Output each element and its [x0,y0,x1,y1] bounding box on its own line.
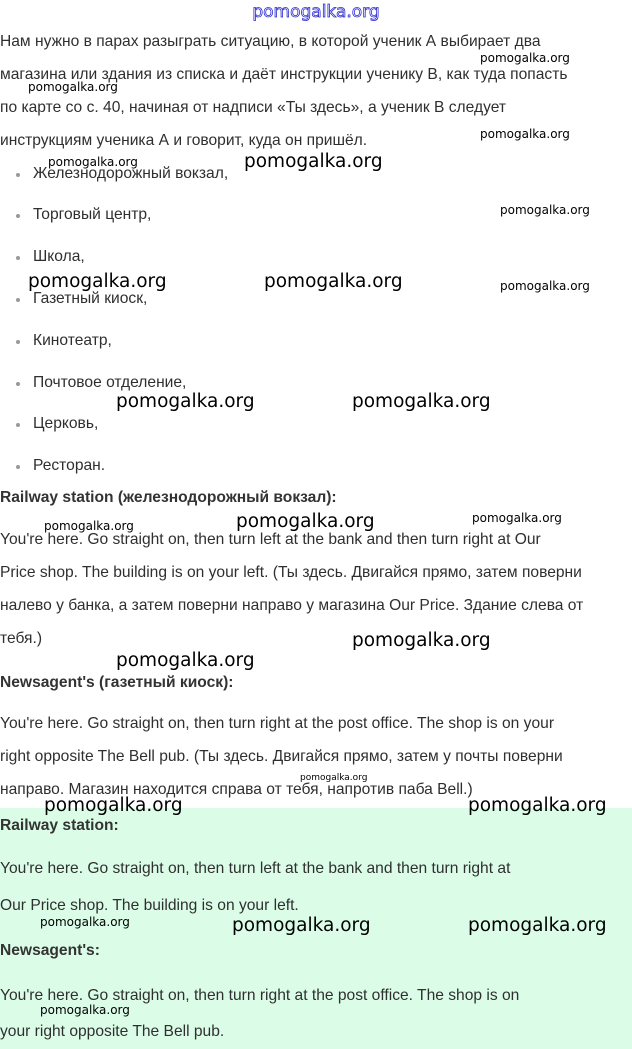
bullet [16,214,20,218]
bullet [16,465,20,469]
list-item: Почтовое отделение, [33,374,187,391]
bullet [16,382,20,386]
bullet [16,256,20,260]
bullet [16,173,20,177]
newsagent-line: right opposite The Bell pub. (Ты здесь. Двигайся прямо, затем у почты поверни [0,748,563,765]
railway-line: налево у банка, а затем поверни направо у магазина Our Price. Здание слева от [0,597,584,614]
watermark: pomogalka.org [28,80,118,94]
railway-line: тебя.) [0,630,43,647]
railway-line: Price shop. The building is on your left. (Ты здесь. Двигайся прямо, затем поверни [0,564,582,581]
watermark: pomogalka.org [500,279,590,293]
railway-line: You're here. Go straight on, then turn left at the bank and then turn right at Our [0,531,541,548]
list-item: Газетный киоск, [33,290,148,307]
newsagent-heading: Newsagent's (газетный киоск): [0,674,234,691]
watermark: pomogalka.org [28,271,167,292]
list-item: Ресторан. [33,457,106,474]
watermark: pomogalka.org [352,630,491,651]
answer-newsagent-line: You're here. Go straight on, then turn right at the post office. The shop is on [0,987,520,1004]
answer-railway-line: Our Price shop. The building is on your left. [0,897,299,914]
watermark: pomogalka.org [232,915,371,936]
intro-line: магазина или здания из списка и даёт инструкции ученику В, как туда попасть [0,66,568,83]
watermark: pomogalka.org [236,511,375,532]
watermark: pomogalka.org [116,391,255,412]
watermark: pomogalka.org [480,127,570,141]
answer-railway-line: You're here. Go straight on, then turn left at the bank and then turn right at [0,860,511,877]
watermark: pomogalka.org [44,795,183,816]
bullet [16,423,20,427]
bullet [16,298,20,302]
watermark: pomogalka.org [116,650,255,671]
watermark: pomogalka.org [472,511,562,525]
answer-railway-heading: Railway station: [0,817,119,834]
answer-newsagent-line: your right opposite The Bell pub. [0,1023,225,1040]
watermark: pomogalka.org [244,151,383,172]
intro-line: инструкциям ученика А и говорит, куда он пришёл. [0,132,368,149]
answer-newsagent-heading: Newsagent's: [0,942,100,959]
watermark: pomogalka.org [300,773,368,783]
list-item: Кинотеатр, [33,332,112,349]
watermark: pomogalka.org [40,1003,130,1017]
watermark: pomogalka.org [352,391,491,412]
railway-heading: Railway station (железнодорожный вокзал): [0,489,337,506]
list-item: Железнодорожный вокзал, [33,165,229,182]
watermark: pomogalka.org [40,915,130,929]
watermark: pomogalka.org [48,155,138,169]
list-item: Торговый центр, [33,206,152,223]
newsagent-line: You're here. Go straight on, then turn right at the post office. The shop is on your [0,715,555,732]
newsagent-line: направо. Магазин находится справа от тебя, напротив паба Bell.) [0,781,473,798]
watermark: pomogalka.org [500,203,590,217]
intro-line: по карте со с. 40, начиная от надписи «Ты здесь», а ученик В следует [0,99,506,116]
list-item: Церковь, [33,415,99,432]
header-watermark: pomogalka.org [252,2,380,22]
watermark: pomogalka.org [44,519,134,533]
list-item: Школа, [33,248,85,265]
intro-line: Нам нужно в парах разыграть ситуацию, в которой ученик А выбирает два [0,33,541,50]
watermark: pomogalka.org [264,271,403,292]
bullet [16,340,20,344]
watermark: pomogalka.org [480,51,570,65]
watermark: pomogalka.org [468,795,607,816]
watermark: pomogalka.org [468,915,607,936]
